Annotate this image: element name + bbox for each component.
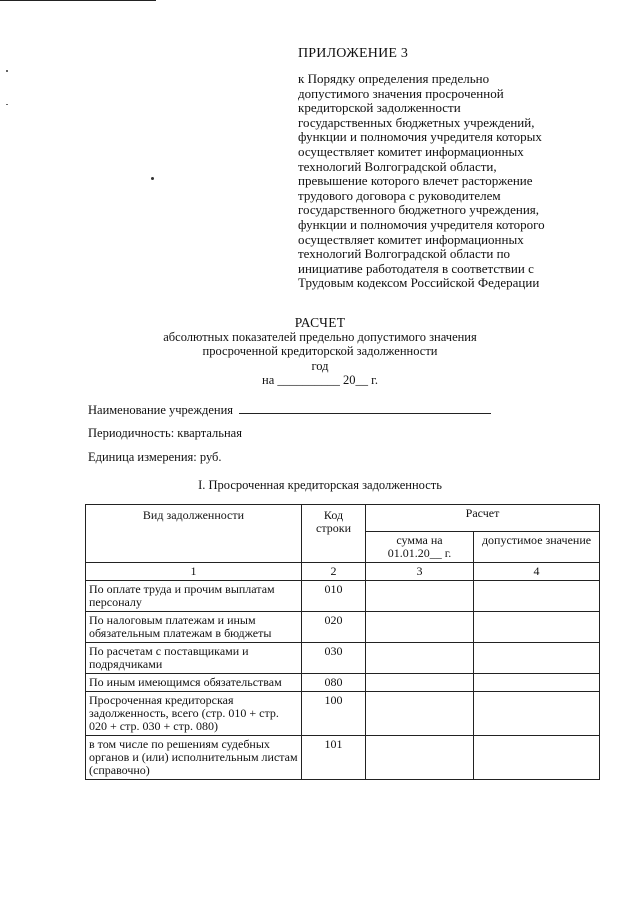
row-code: 030 (302, 643, 366, 674)
scan-speck (6, 104, 8, 105)
row-allowed-cell[interactable] (474, 736, 600, 780)
row-code: 010 (302, 581, 366, 612)
header-allowed: допустимое значение (474, 532, 600, 563)
scan-speck (151, 177, 154, 180)
appendix-line: к Порядку определения предельно (298, 71, 490, 86)
table-row (86, 643, 600, 674)
top-rule (0, 0, 156, 1)
row-sum-cell[interactable] (366, 612, 474, 643)
header-sum: сумма на 01.01.20__ г. (366, 532, 474, 563)
row-allowed-cell[interactable] (474, 612, 600, 643)
appendix-line: Трудовым кодексом Российской Федерации (298, 275, 540, 291)
row-code: 100 (302, 692, 366, 736)
appendix-text (298, 72, 598, 291)
institution-field (88, 402, 491, 418)
appendix-line: допустимого значения просроченной (298, 85, 504, 101)
appendix-line: государственного бюджетного учреждения, (298, 202, 540, 218)
row-sum-cell[interactable] (366, 736, 474, 780)
periodicity: Периодичность: квартальная (88, 426, 242, 440)
appendix-line: функции и полномочия учредителя которого (298, 216, 545, 232)
calc-subtitle: просроченной кредиторской задолженности (202, 344, 438, 358)
table-row (86, 612, 600, 643)
column-number: 4 (474, 563, 600, 581)
appendix-line: функции и полномочия учредителя которых (298, 129, 542, 145)
row-code: 101 (302, 736, 366, 780)
table-row (86, 736, 600, 780)
header-calc: Расчет (366, 505, 600, 532)
appendix-title: ПРИЛОЖЕНИЕ 3 (298, 46, 409, 61)
appendix-line: осуществляет комитет информационных (298, 143, 524, 159)
calc-year: год (311, 359, 329, 373)
institution-label: Наименование учреждения (88, 403, 234, 417)
row-label: Просроченная кредиторская задолженность, всего (стр. 010 + стр. 020 + стр. 030 + стр. 080) (86, 692, 302, 736)
row-allowed-cell[interactable] (474, 674, 600, 692)
institution-fill-line[interactable] (239, 402, 491, 414)
row-sum-cell[interactable] (366, 692, 474, 736)
scan-speck (6, 70, 8, 72)
row-allowed-cell[interactable] (474, 643, 600, 674)
table-row (86, 674, 600, 692)
row-label: По оплате труда и прочим выплатам персоналу (86, 581, 302, 612)
row-sum-cell[interactable] (366, 643, 474, 674)
table-row (86, 692, 600, 736)
column-number: 2 (302, 563, 366, 581)
table-header-row (86, 505, 600, 532)
row-label: По налоговым платежам и иным обязательным платежам в бюджеты (86, 612, 302, 643)
appendix-line: технологий Волгоградской области, (298, 158, 497, 174)
appendix-line: трудового договора с руководителем (298, 187, 501, 203)
column-number-row (86, 563, 600, 581)
row-label: По расчетам с поставщиками и подрядчиками (86, 643, 302, 674)
appendix-line: инициативе работодателя в соответствии с (298, 260, 534, 276)
appendix-line: кредиторской задолженности (298, 100, 461, 116)
calc-subtitle: абсолютных показателей предельно допустимого значения (163, 330, 477, 344)
appendix-line: осуществляет комитет информационных (298, 231, 524, 247)
calc-date: на __________ 20__ г. (262, 373, 378, 387)
row-code: 080 (302, 674, 366, 692)
header-code: Код строки (302, 505, 366, 563)
row-label: По иным имеющимся обязательствам (86, 674, 302, 692)
appendix-line: технологий Волгоградской области по (298, 246, 511, 262)
row-allowed-cell[interactable] (474, 692, 600, 736)
row-code: 020 (302, 612, 366, 643)
table-row (86, 581, 600, 612)
calc-title: РАСЧЕТ (294, 315, 346, 330)
header-type: Вид задолженности (86, 505, 302, 563)
appendix-line: превышение которого влечет расторжение (298, 173, 533, 189)
column-number: 3 (366, 563, 474, 581)
appendix-line: государственных бюджетных учреждений, (298, 114, 535, 130)
section-title: I. Просроченная кредиторская задолженность (198, 478, 442, 492)
debt-table (85, 504, 600, 780)
row-sum-cell[interactable] (366, 581, 474, 612)
row-label: в том числе по решениям судебных органов и (или) исполнительным листам (справочно) (86, 736, 302, 780)
column-number: 1 (86, 563, 302, 581)
measurement-unit: Единица измерения: руб. (88, 450, 222, 464)
row-allowed-cell[interactable] (474, 581, 600, 612)
row-sum-cell[interactable] (366, 674, 474, 692)
